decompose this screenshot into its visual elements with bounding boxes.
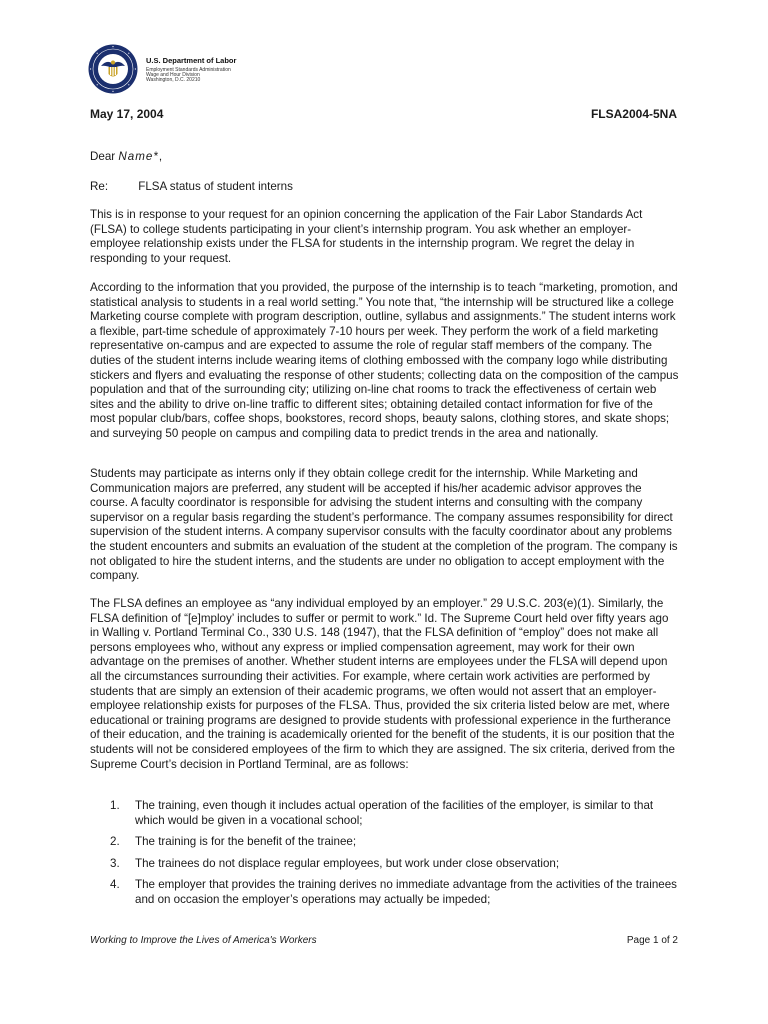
footer-motto: Working to Improve the Lives of America's Workers [90, 935, 317, 946]
paragraph-1 [90, 208, 680, 266]
subject-line [90, 180, 680, 195]
recipient-name-placeholder: Name* [118, 150, 159, 163]
list-item [110, 799, 680, 828]
date-reference-line [90, 107, 677, 121]
list-item-text: The trainees do not displace regular employees, but work under close observation; [135, 856, 560, 870]
paragraph-text: According to the information that you provided, the purpose of the internship is to teach “marketing, promotion, and statistical analysis to students in a real world setting.” You note that, “the internship will be structured like a college Marketing course complete with program description, outline, syllabus and assignments.” The student interns work a flexible, part-time schedule of approximately 7-10 hours per week. They perform the work of a field marketing representative on-campus and are expected to assume the role of regular staff members of the company. The duties of the student interns include wearing items of clothing embossed with the company logo while distributing stickers and flyers and evaluating the response of other students; collecting data on the composition of the campus population and that of the surrounding city; utilizing on-line chat rooms to track the effectiveness of certain web sites and the ability to drive on-line traffic to different sites; obtaining detailed contact information for five of the most popular club/bars, coffee shops, bookstores, record shops, beauty salons, clothing stores, and skate shops; and surveying 50 people on campus and compiling data to predict trends in the area and nationally. [90, 281, 679, 440]
department-name: U.S. Department of Labor [146, 56, 237, 65]
page-number: Page 1 of 2 [626, 935, 678, 946]
criteria-list [110, 799, 680, 915]
list-item [110, 857, 680, 872]
paragraph-text: The FLSA defines an employee as “any individual employed by an employer.” 29 U.S.C. 203(e)(1). Similarly, the FLSA definition of “[e]mploy’ includes to suffer or permit to work.” Id. The Supreme Court held over fifty years ago in Walling v. Portland Terminal Co., 330 U.S. 148 (1947), that the FLSA definition of “employ” does not make all persons employees who, without any express or implied compensation agreement, may work for their own advantage on the premises of another. Whether student interns are employees under the FLSA will depend upon all the circumstances surrounding their activities. For example, where certain work activities are performed by students that are simply an extension of their academic programs, we often would not assert that an employer-employee relationship exists for purposes of the FLSA. Thus, provided the six criteria listed below are met, where educational or training programs are designed to provide students with professional experience in the furtherance of their education, and the training is academically oriented for the benefit of the students, it is our position that the students will not be considered employees of the firm to which they are assigned. The six criteria, derived from the Supreme Court’s decision in Portland Terminal, are as follows: [90, 597, 675, 771]
letter-reference: FLSA2004-5NA [590, 107, 677, 121]
paragraph-3 [90, 467, 680, 584]
list-item-text: The training is for the benefit of the trainee; [135, 835, 357, 849]
list-item-text: The training, even though it includes actual operation of the facilities of the employer, is similar to that which would be given in a vocational school; [135, 799, 654, 827]
paragraph-4 [90, 597, 680, 772]
list-item-number: 4. [110, 878, 120, 892]
subject-label: Re: [90, 180, 109, 193]
salutation-suffix: , [158, 150, 163, 163]
paragraph-text: This is in response to your request for an opinion concerning the application of the Fair Labor Standards Act (FLSA) to college students participating in your client’s internship program. You ask whether an employer-employee relationship exists under the FLSA for students in the internship program. We regret the delay in responding to your request. [90, 208, 643, 265]
administration-name: Employment Standards Administration [146, 66, 231, 73]
list-item [110, 878, 680, 907]
list-item [110, 835, 680, 850]
salutation [90, 150, 680, 165]
list-item-text: The employer that provides the training derives no immediate advantage from the activities of the trainees and on occasion the employer’s operations may actually be impeded; [135, 878, 677, 906]
agency-block [146, 57, 236, 84]
list-item-number: 1. [110, 799, 120, 812]
division-name: Wage and Hour Division [146, 72, 200, 79]
agency-address: Washington, D.C. 20210 [146, 77, 201, 84]
list-item-number: 2. [110, 835, 120, 849]
letter-date: May 17, 2004 [90, 107, 164, 121]
paragraph-2 [90, 281, 680, 442]
page-footer [90, 935, 678, 946]
salutation-prefix: Dear [90, 150, 116, 163]
paragraph-text: Students may participate as interns only if they obtain college credit for the internship. While Marketing and Communication majors are preferred, any student will be accepted if his/her academic advisor approves the course. A faculty coordinator is responsible for advising the student interns and consulting with the company supervisor on a regular basis regarding the student’s performance. The company assumes responsibility for direct supervision of the student interns. A company supervisor consults with the faculty coordinator about any problems the student encounters and submits an evaluation of the student at the completion of the program. The company is not obligated to hire the student interns, and the students are under no obligation to accept employment with the company. [90, 467, 678, 583]
department-seal-icon [88, 44, 138, 94]
subject-text: FLSA status of student interns [138, 180, 293, 193]
list-item-number: 3. [110, 856, 120, 870]
